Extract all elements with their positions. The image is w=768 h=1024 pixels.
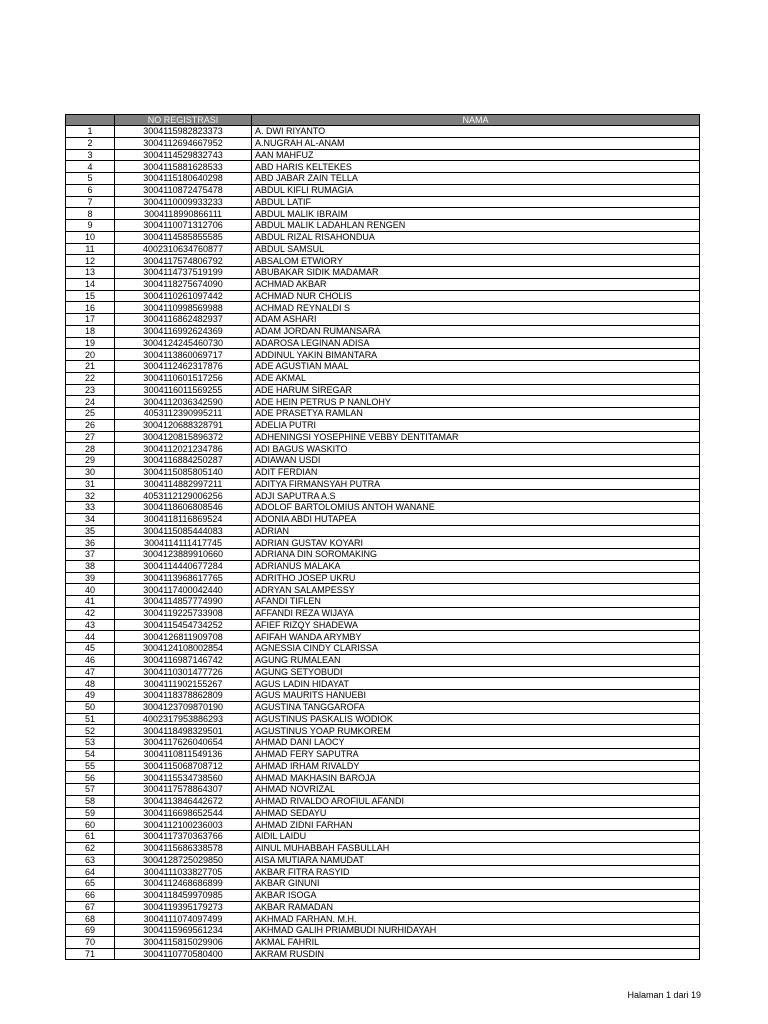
participant-name: ADE AKMAL <box>252 372 700 384</box>
participant-name: AGUS MAURITS HANUEBI <box>252 690 700 702</box>
registration-number: 3004114111417745 <box>115 537 252 549</box>
registration-table <box>65 114 700 960</box>
registration-number: 3004112036342590 <box>115 396 252 408</box>
registration-number: 3004111074097499 <box>115 913 252 925</box>
row-number: 15 <box>66 290 115 302</box>
participant-name: AFIEF RIZQY SHADEWA <box>252 619 700 631</box>
table-row <box>66 267 700 279</box>
row-number: 36 <box>66 537 115 549</box>
row-number: 21 <box>66 361 115 373</box>
table-row <box>66 725 700 737</box>
registration-number: 3004112468686899 <box>115 878 252 890</box>
row-number: 66 <box>66 889 115 901</box>
table-row <box>66 889 700 901</box>
registration-number: 3004115454734252 <box>115 619 252 631</box>
participant-name: ADRIANUS MALAKA <box>252 560 700 572</box>
participant-name: ADI BAGUS WASKITO <box>252 443 700 455</box>
table-row <box>66 713 700 725</box>
table-header-row <box>66 115 700 126</box>
table-row <box>66 690 700 702</box>
participant-name: AKRAM RUSDIN <box>252 948 700 960</box>
registration-number: 3004123709870190 <box>115 701 252 713</box>
registration-number: 4053112129006256 <box>115 490 252 502</box>
participant-name: AGUSTINUS PASKALIS WODIOK <box>252 713 700 725</box>
registration-number: 4002317953886293 <box>115 713 252 725</box>
row-number: 10 <box>66 231 115 243</box>
row-number: 26 <box>66 419 115 431</box>
participant-name: ABD HARIS KELTEKES <box>252 161 700 173</box>
row-number: 13 <box>66 267 115 279</box>
registration-number: 3004120688328791 <box>115 419 252 431</box>
row-number: 54 <box>66 748 115 760</box>
header-nama: NAMA <box>252 115 700 126</box>
participant-name: AGUNG SETYOBUDI <box>252 666 700 678</box>
row-number: 35 <box>66 525 115 537</box>
row-number: 40 <box>66 584 115 596</box>
participant-name: ADELIA PUTRI <box>252 419 700 431</box>
table-row <box>66 537 700 549</box>
table-row <box>66 619 700 631</box>
registration-number: 3004128725029850 <box>115 854 252 866</box>
participant-name: A.NUGRAH AL-ANAM <box>252 137 700 149</box>
table-row <box>66 807 700 819</box>
table-row <box>66 361 700 373</box>
table-row <box>66 137 700 149</box>
registration-number: 3004113860069717 <box>115 349 252 361</box>
row-number: 44 <box>66 631 115 643</box>
participant-name: AISA MUTIARA NAMUDAT <box>252 854 700 866</box>
registration-number: 3004124245460730 <box>115 337 252 349</box>
participant-name: ACHMAD NUR CHOLIS <box>252 290 700 302</box>
row-number: 57 <box>66 784 115 796</box>
registration-number: 3004117578864307 <box>115 784 252 796</box>
row-number: 1 <box>66 126 115 138</box>
row-number: 39 <box>66 572 115 584</box>
table-row <box>66 290 700 302</box>
table-row <box>66 666 700 678</box>
table-row <box>66 278 700 290</box>
table-row <box>66 161 700 173</box>
registration-number: 3004118116869524 <box>115 513 252 525</box>
registration-number: 3004112021234786 <box>115 443 252 455</box>
table-row <box>66 490 700 502</box>
table-row <box>66 772 700 784</box>
participant-name: ADONIA ABDI HUTAPEA <box>252 513 700 525</box>
row-number: 9 <box>66 220 115 232</box>
table-row <box>66 936 700 948</box>
row-number: 28 <box>66 443 115 455</box>
registration-number: 3004118498329501 <box>115 725 252 737</box>
header-no <box>66 115 115 126</box>
registration-number: 3004118606808546 <box>115 502 252 514</box>
participant-name: ABDUL MALIK LADAHLAN RENGEN <box>252 220 700 232</box>
registration-number: 3004118459970985 <box>115 889 252 901</box>
registration-number: 3004114440677284 <box>115 560 252 572</box>
participant-name: AGNESSIA CINDY CLARISSA <box>252 643 700 655</box>
participant-name: ABDUL KIFLI RUMAGIA <box>252 184 700 196</box>
row-number: 62 <box>66 842 115 854</box>
participant-name: ABUBAKAR SIDIK MADAMAR <box>252 267 700 279</box>
table-row <box>66 302 700 314</box>
registration-number: 3004110770580400 <box>115 948 252 960</box>
registration-number: 3004110601517256 <box>115 372 252 384</box>
registration-number: 3004116698652544 <box>115 807 252 819</box>
row-number: 50 <box>66 701 115 713</box>
participant-name: ADRYAN SALAMPESSY <box>252 584 700 596</box>
row-number: 59 <box>66 807 115 819</box>
row-number: 34 <box>66 513 115 525</box>
row-number: 23 <box>66 384 115 396</box>
registration-number: 3004119395179273 <box>115 901 252 913</box>
registration-number: 3004117370363766 <box>115 831 252 843</box>
table-row <box>66 243 700 255</box>
registration-number: 3004110872475478 <box>115 184 252 196</box>
row-number: 24 <box>66 396 115 408</box>
row-number: 48 <box>66 678 115 690</box>
registration-number: 3004115534738560 <box>115 772 252 784</box>
registration-number: 3004112462317876 <box>115 361 252 373</box>
participant-name: ADJI SAPUTRA A.S <box>252 490 700 502</box>
row-number: 30 <box>66 466 115 478</box>
registration-number: 3004115969561234 <box>115 925 252 937</box>
participant-name: ADDINUL YAKIN BIMANTARA <box>252 349 700 361</box>
row-number: 31 <box>66 478 115 490</box>
table-row <box>66 173 700 185</box>
row-number: 58 <box>66 795 115 807</box>
row-number: 41 <box>66 596 115 608</box>
participant-name: ADE HARUM SIREGAR <box>252 384 700 396</box>
participant-name: AFFANDI REZA WIJAYA <box>252 607 700 619</box>
registration-number: 3004110998569988 <box>115 302 252 314</box>
row-number: 33 <box>66 502 115 514</box>
row-number: 61 <box>66 831 115 843</box>
participant-name: AGUSTINA TANGGAROFA <box>252 701 700 713</box>
table-row <box>66 549 700 561</box>
registration-number: 3004110261097442 <box>115 290 252 302</box>
participant-name: ABDUL LATIF <box>252 196 700 208</box>
table-row <box>66 819 700 831</box>
participant-name: ADRIAN GUSTAV KOYARI <box>252 537 700 549</box>
row-number: 2 <box>66 137 115 149</box>
table-row <box>66 525 700 537</box>
participant-name: ABD JABAR ZAIN TELLA <box>252 173 700 185</box>
row-number: 55 <box>66 760 115 772</box>
table-row <box>66 196 700 208</box>
registration-number: 3004110009933233 <box>115 196 252 208</box>
table-row <box>66 831 700 843</box>
table-row <box>66 396 700 408</box>
row-number: 63 <box>66 854 115 866</box>
registration-number: 3004110811549136 <box>115 748 252 760</box>
row-number: 32 <box>66 490 115 502</box>
participant-name: ACHMAD REYNALDI S <box>252 302 700 314</box>
registration-number: 3004120815896372 <box>115 431 252 443</box>
row-number: 64 <box>66 866 115 878</box>
row-number: 43 <box>66 619 115 631</box>
registration-number: 3004110071312706 <box>115 220 252 232</box>
table-row <box>66 419 700 431</box>
table-row <box>66 149 700 161</box>
participant-name: ABDUL RIZAL RISAHONDUA <box>252 231 700 243</box>
participant-name: ADAM JORDAN RUMANSARA <box>252 325 700 337</box>
registration-number: 3004118275674090 <box>115 278 252 290</box>
registration-number: 3004113846442672 <box>115 795 252 807</box>
table-row <box>66 925 700 937</box>
registration-number: 3004118990866111 <box>115 208 252 220</box>
table-row <box>66 701 700 713</box>
table-row <box>66 584 700 596</box>
table-row <box>66 478 700 490</box>
table-row <box>66 208 700 220</box>
participant-name: ADRIAN <box>252 525 700 537</box>
row-number: 12 <box>66 255 115 267</box>
participant-name: ABDUL MALIK IBRAIM <box>252 208 700 220</box>
registration-number: 3004115085805140 <box>115 466 252 478</box>
table-row <box>66 948 700 960</box>
row-number: 65 <box>66 878 115 890</box>
registration-number: 3004111902155267 <box>115 678 252 690</box>
registration-number: 3004114857774990 <box>115 596 252 608</box>
registration-number: 3004112694667952 <box>115 137 252 149</box>
table-row <box>66 795 700 807</box>
page-number-footer: Halaman 1 dari 19 <box>627 990 701 1000</box>
participant-name: ADOLOF BARTOLOMIUS ANTOH WANANE <box>252 502 700 514</box>
row-number: 47 <box>66 666 115 678</box>
row-number: 51 <box>66 713 115 725</box>
registration-number: 3004115815029906 <box>115 936 252 948</box>
participant-name: ABDUL SAMSUL <box>252 243 700 255</box>
registration-number: 3004117400042440 <box>115 584 252 596</box>
participant-name: AGUS LADIN HIDAYAT <box>252 678 700 690</box>
table-row <box>66 466 700 478</box>
registration-number: 4002310634760877 <box>115 243 252 255</box>
table-row <box>66 325 700 337</box>
header-no-registrasi: NO REGISTRASI <box>115 115 252 126</box>
row-number: 49 <box>66 690 115 702</box>
participant-name: ADE HEIN PETRUS P NANLOHY <box>252 396 700 408</box>
row-number: 42 <box>66 607 115 619</box>
registration-number: 3004110301477726 <box>115 666 252 678</box>
registration-number: 3004114882997211 <box>115 478 252 490</box>
table-row <box>66 737 700 749</box>
table-row <box>66 184 700 196</box>
row-number: 18 <box>66 325 115 337</box>
participant-name: AIDIL LAIDU <box>252 831 700 843</box>
participant-name: ADE AGUSTIAN MAAL <box>252 361 700 373</box>
registration-number: 3004118378862809 <box>115 690 252 702</box>
row-number: 19 <box>66 337 115 349</box>
row-number: 6 <box>66 184 115 196</box>
participant-name: ADIT FERDIAN <box>252 466 700 478</box>
row-number: 67 <box>66 901 115 913</box>
row-number: 69 <box>66 925 115 937</box>
row-number: 22 <box>66 372 115 384</box>
row-number: 70 <box>66 936 115 948</box>
row-number: 46 <box>66 654 115 666</box>
registration-number: 3004119225733908 <box>115 607 252 619</box>
registration-number: 3004114529832743 <box>115 149 252 161</box>
table-row <box>66 572 700 584</box>
participant-name: ADRIANA DIN SOROMAKING <box>252 549 700 561</box>
table-row <box>66 607 700 619</box>
participant-name: AGUSTINUS YOAP RUMKOREM <box>252 725 700 737</box>
registration-number: 3004116987146742 <box>115 654 252 666</box>
participant-name: AKHMAD FARHAN. M.H. <box>252 913 700 925</box>
table-row <box>66 502 700 514</box>
participant-name: AHMAD SEDAYU <box>252 807 700 819</box>
participant-name: ACHMAD AKBAR <box>252 278 700 290</box>
row-number: 56 <box>66 772 115 784</box>
table-row <box>66 255 700 267</box>
participant-name: ADE PRASETYA RAMLAN <box>252 408 700 420</box>
table-row <box>66 866 700 878</box>
row-number: 3 <box>66 149 115 161</box>
participant-name: ADITYA FIRMANSYAH PUTRA <box>252 478 700 490</box>
row-number: 68 <box>66 913 115 925</box>
participant-name: AFIFAH WANDA ARYMBY <box>252 631 700 643</box>
table-row <box>66 631 700 643</box>
participant-name: ADAM ASHARI <box>252 314 700 326</box>
participant-name: ADAROSA LEGINAN ADISA <box>252 337 700 349</box>
table-row <box>66 760 700 772</box>
table-row <box>66 854 700 866</box>
row-number: 29 <box>66 455 115 467</box>
table-row <box>66 842 700 854</box>
participant-name: AHMAD DANI LAOCY <box>252 737 700 749</box>
row-number: 8 <box>66 208 115 220</box>
participant-name: AHMAD RIVALDO AROFIUL AFANDI <box>252 795 700 807</box>
table-row <box>66 337 700 349</box>
registration-number: 3004126811909708 <box>115 631 252 643</box>
participant-name: ADHENINGSI YOSEPHINE VEBBY DENTITAMAR <box>252 431 700 443</box>
table-row <box>66 748 700 760</box>
registration-number: 3004115982823373 <box>115 126 252 138</box>
row-number: 45 <box>66 643 115 655</box>
row-number: 53 <box>66 737 115 749</box>
registration-number: 3004117626040654 <box>115 737 252 749</box>
row-number: 25 <box>66 408 115 420</box>
registration-number: 3004115180640298 <box>115 173 252 185</box>
registration-number: 3004112100236003 <box>115 819 252 831</box>
registration-number: 3004116011569255 <box>115 384 252 396</box>
registration-number: 3004113968617765 <box>115 572 252 584</box>
participant-name: AKBAR GINUNI <box>252 878 700 890</box>
table-row <box>66 513 700 525</box>
row-number: 60 <box>66 819 115 831</box>
table-row <box>66 455 700 467</box>
registration-number: 3004115881628533 <box>115 161 252 173</box>
table-row <box>66 901 700 913</box>
registration-number: 4053112390995211 <box>115 408 252 420</box>
participant-name: AKHMAD GALIH PRIAMBUDI NURHIDAYAH <box>252 925 700 937</box>
row-number: 11 <box>66 243 115 255</box>
table-row <box>66 408 700 420</box>
table-row <box>66 231 700 243</box>
participant-name: A. DWI RIYANTO <box>252 126 700 138</box>
row-number: 52 <box>66 725 115 737</box>
participant-name: AKMAL FAHRIL <box>252 936 700 948</box>
row-number: 71 <box>66 948 115 960</box>
row-number: 27 <box>66 431 115 443</box>
registration-number: 3004115068708712 <box>115 760 252 772</box>
row-number: 20 <box>66 349 115 361</box>
registration-number: 3004114737519199 <box>115 267 252 279</box>
participant-name: AGUNG RUMALEAN <box>252 654 700 666</box>
table-row <box>66 878 700 890</box>
registration-number: 3004116884250287 <box>115 455 252 467</box>
table-row <box>66 913 700 925</box>
table-row <box>66 784 700 796</box>
participant-name: ADRITHO JOSEP UKRU <box>252 572 700 584</box>
table-row <box>66 678 700 690</box>
table-row <box>66 384 700 396</box>
row-number: 16 <box>66 302 115 314</box>
participant-name: AHMAD MAKHASIN BAROJA <box>252 772 700 784</box>
row-number: 37 <box>66 549 115 561</box>
participant-name: ADIAWAN USDI <box>252 455 700 467</box>
registration-number: 3004123889910660 <box>115 549 252 561</box>
participant-name: AFANDI TIFLEN <box>252 596 700 608</box>
registration-number: 3004114585855585 <box>115 231 252 243</box>
participant-name: AHMAD ZIDNI FARHAN <box>252 819 700 831</box>
row-number: 38 <box>66 560 115 572</box>
table-row <box>66 372 700 384</box>
registration-number: 3004115085444083 <box>115 525 252 537</box>
participant-name: AAN MAHFUZ <box>252 149 700 161</box>
registration-number: 3004116862482937 <box>115 314 252 326</box>
registration-number: 3004117574806792 <box>115 255 252 267</box>
participant-name: ABSALOM ETWIORY <box>252 255 700 267</box>
row-number: 4 <box>66 161 115 173</box>
table-row <box>66 643 700 655</box>
table-row <box>66 431 700 443</box>
table-row <box>66 654 700 666</box>
row-number: 7 <box>66 196 115 208</box>
participant-name: AHMAD IRHAM RIVALDY <box>252 760 700 772</box>
row-number: 17 <box>66 314 115 326</box>
registration-number: 3004124108002854 <box>115 643 252 655</box>
table-row <box>66 314 700 326</box>
registration-number: 3004115686338578 <box>115 842 252 854</box>
table-row <box>66 596 700 608</box>
participant-name: AINUL MUHABBAH FASBULLAH <box>252 842 700 854</box>
participant-name: AKBAR ISOGA <box>252 889 700 901</box>
participant-name: AKBAR RAMADAN <box>252 901 700 913</box>
table-row <box>66 349 700 361</box>
row-number: 5 <box>66 173 115 185</box>
table-row <box>66 560 700 572</box>
participant-name: AHMAD NOVRIZAL <box>252 784 700 796</box>
participant-name: AHMAD FERY SAPUTRA <box>252 748 700 760</box>
row-number: 14 <box>66 278 115 290</box>
registration-number: 3004111033827705 <box>115 866 252 878</box>
table-row <box>66 126 700 138</box>
participant-name: AKBAR FITRA RASYID <box>252 866 700 878</box>
table-row <box>66 220 700 232</box>
registration-number: 3004116992624369 <box>115 325 252 337</box>
table-row <box>66 443 700 455</box>
